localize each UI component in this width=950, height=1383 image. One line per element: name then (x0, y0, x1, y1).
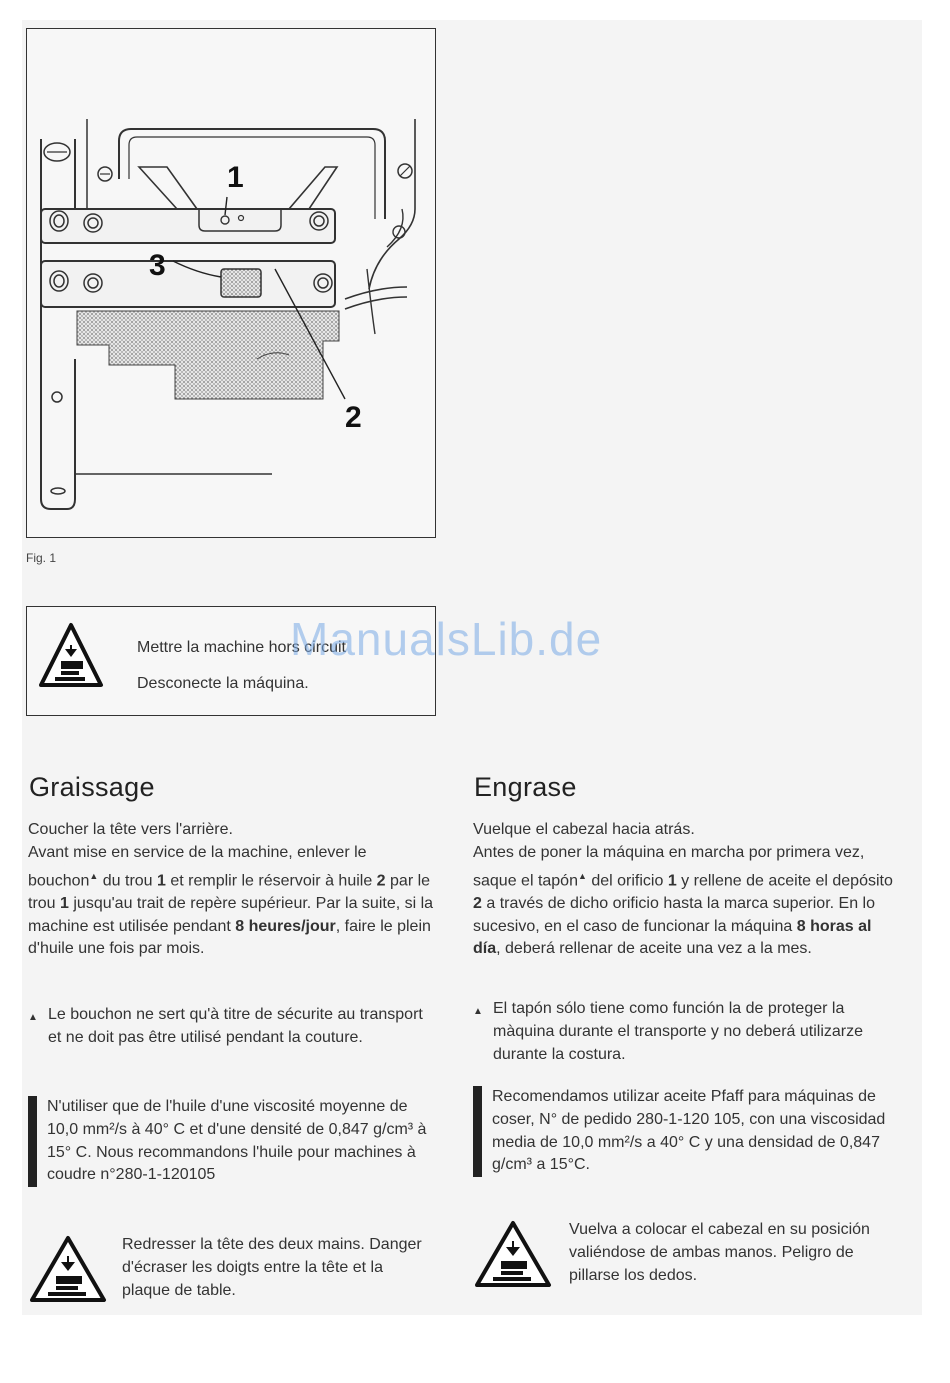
callout-1: 1 (227, 161, 244, 194)
callout-3: 3 (149, 249, 166, 282)
machine-drawing (27, 29, 435, 537)
lubrication-instructions-fr (28, 819, 436, 961)
hand-warning-text-es: Vuelva a colocar el cabezal en su posición valiéndose de ambas manos. Peligro de pillarse los dedos. (569, 1221, 870, 1284)
hand-crush-warning-icon (37, 621, 105, 696)
warning-text-fr: Mettre la machine hors circuit (137, 639, 346, 656)
title-es: Engrase (474, 772, 577, 802)
tilt-instruction-es: Vuelque el cabezal hacia atrás. (473, 821, 695, 838)
callout-2: 2 (345, 401, 362, 434)
warning-text-es: Desconecte la máquina. (137, 675, 309, 692)
footnote-es: ▲ El tapón sólo tiene como función la de proteger la màquina durante el transporte y no deberá utilizarze durante la costura. (473, 1000, 863, 1063)
hand-warning-es (473, 1219, 893, 1291)
oil-recommendation-es: Recomendamos utilizar aceite Pfaff para máquinas de coser, N° de pedido 280-1-120 105, con una viscosidad media de 10,0 mm²/s a 40° C y una densidad de 0,847 g/cm³ a 15°C. (473, 1086, 892, 1177)
hand-crush-warning-icon (28, 1234, 108, 1309)
fill-instruction-es: Antes de poner la máquina en marcha por primera vez, saque el tapón▲ del orificio 1 y rellene de aceite el depósito 2 a través de dicho orificio hasta la marca superior. En lo sucesivo, en el caso de funcionar la máquina 8 horas al día, deberá rellenar de aceite una vez a la mes. (473, 843, 893, 958)
oil-recommendation-fr: N'utiliser que de l'huile d'une viscosité moyenne de 10,0 mm²/s à 40° C et d'une densité de 0,847 g/cm³ à 15° C. Nous recommandons l'huile pour machines à coudre n°280-1-120105 (28, 1096, 429, 1187)
hand-warning-text-fr: Redresser la tête des deux mains. Danger d'écraser les doigts entre la tête et la plaque de table. (122, 1236, 422, 1299)
tilt-instruction-fr: Coucher la tête vers l'arrière. (28, 821, 233, 838)
hand-warning-fr (28, 1234, 436, 1306)
triangle-marker-icon: ▲ (473, 1006, 483, 1017)
title-fr: Graissage (29, 772, 155, 802)
figure-1-illustration (26, 28, 436, 538)
fill-instruction-fr: Avant mise en service de la machine, enlever le bouchon▲ du trou 1 et remplir le réservoir à huile 2 par le trou 1 jusqu'au trait de repère supérieur. Par la suite, si la machine est utilisée pendant 8 heures/jour, faire le plein d'huile une fois par mois. (28, 843, 434, 958)
lubrication-instructions-es (473, 819, 895, 961)
figure-caption: Fig. 1 (26, 551, 57, 565)
footnote-fr: ▲ Le bouchon ne sert qu'à titre de sécurite au transport et ne doit pas être utilisé pendant la couture. (28, 1006, 423, 1046)
hand-crush-warning-icon (473, 1219, 553, 1294)
triangle-marker-icon: ▲ (28, 1012, 38, 1023)
watermark: ManualsLib.de (290, 613, 603, 665)
